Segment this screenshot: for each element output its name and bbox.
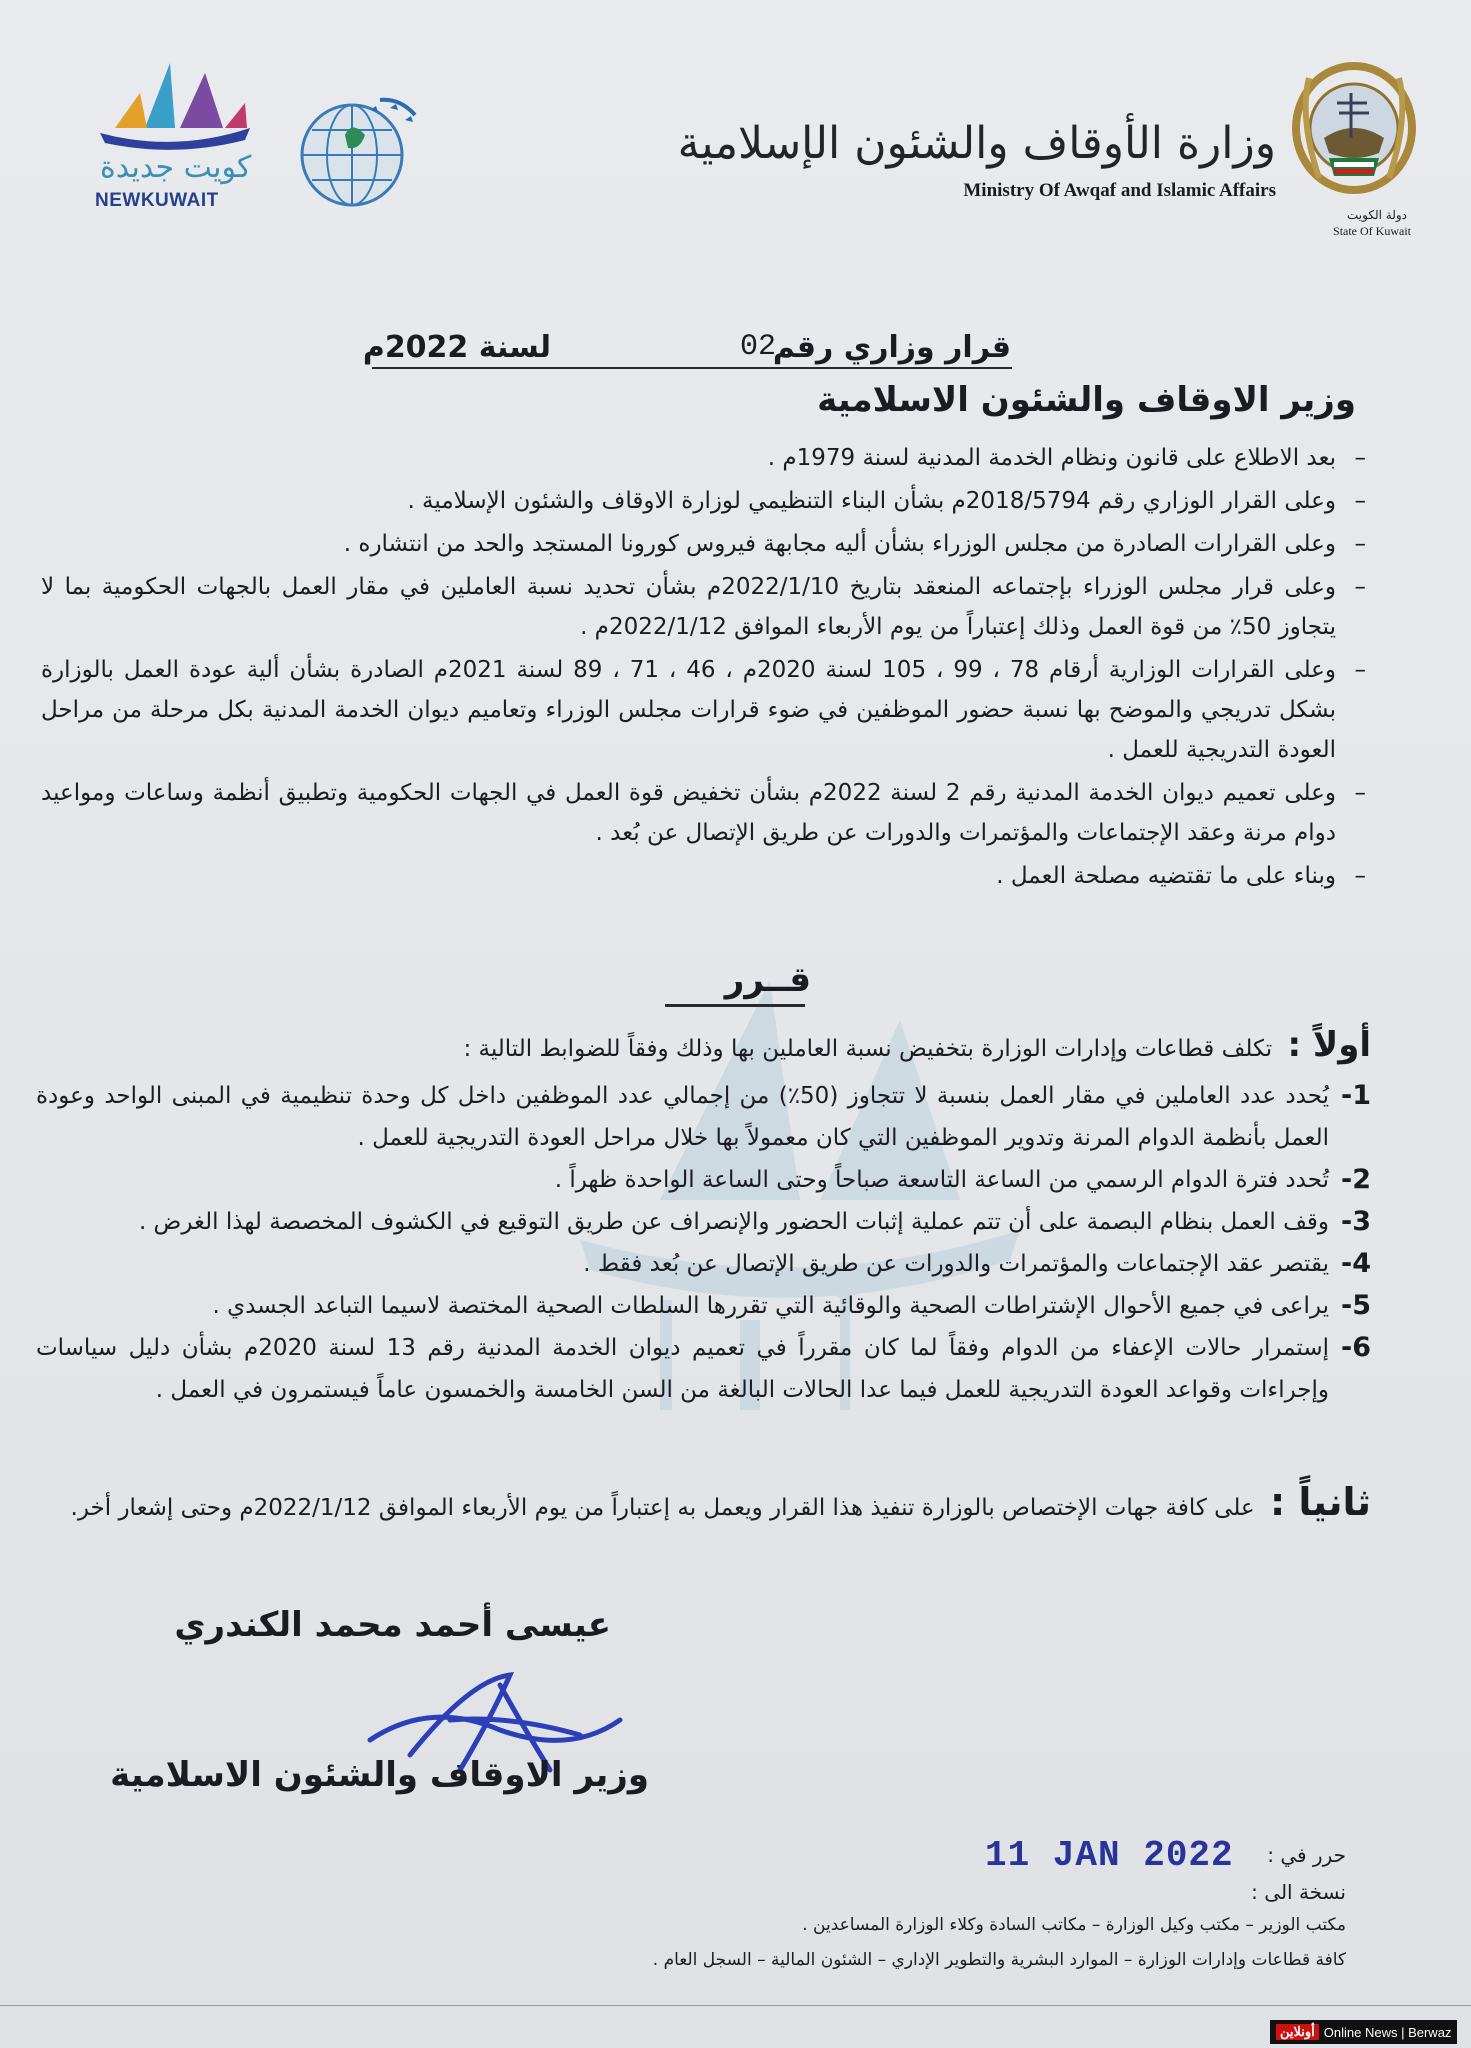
item-number: 3- <box>1340 1206 1371 1237</box>
new-kuwait-text-ar: كويت جديدة <box>100 150 252 185</box>
article-second-label: ثانياً : <box>1269 1480 1371 1524</box>
item-number: 6- <box>1340 1332 1371 1363</box>
state-label-en: State Of Kuwait <box>1333 224 1411 238</box>
preamble-item: – وعلى القرارات الصادرة من مجلس الوزراء بشأن أليه مجابهة فيروس كورونا المستجد والحد من انتشاره . <box>41 524 1366 564</box>
ministry-name-ar: وزارة الأوقاف والشئون الإسلامية <box>677 118 1276 169</box>
preamble-item: – وعلى القرارات الوزارية أرقام 78 ، 99 ، 105 لسنة 2020م ، 46 ، 71 ، 89 لسنة 2021م الصادرة بشأن ألية عودة العمل بالوزارة بشكل تدريجي والموضح بها نسبة حضور الموظفين في ضوء قرارات مجلس الوزراء وتعاميم ديوان الخدمة المدنية بكل مرحلة من مراحل العودة التدريجية للعمل . <box>41 650 1366 770</box>
decree-underline <box>372 367 1012 369</box>
item-text: وقف العمل بنظام البصمة على أن تتم عملية إثبات الحضور والإنصراف عن طريق التوقيع في الكشوف المخصصة لهذا الغرض . <box>138 1209 1329 1235</box>
article-first-label: أولاً : <box>1287 1025 1371 1065</box>
decree-number: 02 <box>739 330 776 364</box>
item-text: يقتصر عقد الإجتماعات والمؤتمرات والدورات عن طريق الإتصال عن بُعد فقط . <box>583 1251 1329 1277</box>
news-badge-ar: أونلاين <box>1276 2024 1319 2040</box>
preamble-item: – وعلى تعميم ديوان الخدمة المدنية رقم 2 لسنة 2022م بشأن تخفيض قوة العمل في الجهات الحكومية وتطبيق أنظمة وساعات ومواعيد دوام مرنة وعقد الإجتماعات والمؤتمرات والدورات عن طريق الإتصال عن بُعد . <box>41 773 1366 853</box>
article-second-text: على كافة جهات الإختصاص بالوزارة تنفيذ هذا القرار ويعمل به إعتباراً من يوم الأربعاء الموافق 2022/1/12م وحتى إشعار أخر. <box>70 1495 1255 1521</box>
preamble-item: – وبناء على ما تقتضيه مصلحة العمل . <box>41 856 1366 896</box>
article-first-items <box>36 1075 1371 1411</box>
list-item <box>36 1327 1371 1411</box>
list-item <box>36 1243 1371 1285</box>
footer-divider <box>0 2005 1471 2006</box>
list-item <box>36 1159 1371 1201</box>
item-number: 2- <box>1340 1164 1371 1195</box>
article-first <box>463 1025 1371 1065</box>
item-text: يُحدد عدد العاملين في مقار العمل بنسبة لا تتجاوز (50٪) من إجمالي عدد الموظفين داخل كل وحدة تنظيمية في المبنى الواحد وعودة العمل بأنظمة الدوام المرنة وتدوير الموظفين التي كان معمولاً بها خلال مراحل العودة التدريجية للعمل . <box>36 1083 1329 1151</box>
news-badge-en: Online News | Berwaz <box>1323 2024 1452 2040</box>
new-kuwait-text-en: NEWKUWAIT <box>95 190 219 211</box>
item-number: 5- <box>1340 1290 1371 1321</box>
decree-year: لسنة 2022م <box>362 330 551 365</box>
decree-title: قرار وزاري رقم <box>772 330 1011 365</box>
globe-logo-icon <box>290 80 425 220</box>
item-text: إستمرار حالات الإعفاء من الدوام وفقاً لما كان مقرراً في تعميم ديوان الخدمة المدنية رقم 13 لسنة 2020م بشأن دليل سياسات وإجراءات وقواعد العودة التدريجية للعمل فيما عدا الحالات البالغة من السن الخامسة والخمسون عاماً فيستمرون في العمل . <box>36 1335 1329 1403</box>
news-source-badge <box>1270 2020 1457 2044</box>
written-date-stamp: 11 JAN 2022 <box>985 1835 1234 1876</box>
article-second <box>46 1480 1371 1530</box>
preamble-item: – وعلى قرار مجلس الوزراء بإجتماعه المنعقد بتاريخ 2022/1/10م بشأن تحديد نسبة العاملين في مقار العمل بالجهات الحكومية بما لا يتجاوز 50٪ من قوة العمل وذلك إعتباراً من يوم الأربعاء الموافق 2022/1/12م . <box>41 567 1366 647</box>
state-label-ar: دولة الكويت <box>1347 208 1407 222</box>
item-number: 4- <box>1340 1248 1371 1279</box>
item-text: يراعى في جميع الأحوال الإشتراطات الصحية والوقائية التي تقررها السلطات الصحية المختصة لاسيما التباعد الجسدي . <box>212 1293 1329 1319</box>
article-first-text: تكلف قطاعات وإدارات الوزارة بتخفيض نسبة العاملين بها وذلك وفقاً للضوابط التالية : <box>463 1036 1273 1062</box>
ministry-name-en: Ministry Of Awqaf and Islamic Affairs <box>963 180 1276 201</box>
item-number: 1- <box>1340 1080 1371 1111</box>
written-at-label: حرر في : <box>1267 1843 1346 1867</box>
kuwait-emblem-icon <box>1289 58 1419 210</box>
signatory-title: وزير الاوقاف والشئون الاسلامية <box>110 1755 649 1795</box>
signatory-name: عيسى أحمد محمد الكندري <box>174 1605 611 1645</box>
copy-to-line: كافة قطاعات وإدارات الوزارة – الموارد البشرية والتطوير الإداري – الشئون المالية – السجل العام . <box>652 1950 1346 1970</box>
minister-title: وزير الاوقاف والشئون الاسلامية <box>817 380 1356 420</box>
list-item <box>36 1285 1371 1327</box>
list-item <box>36 1075 1371 1159</box>
item-text: تُحدد فترة الدوام الرسمي من الساعة التاسعة صباحاً وحتى الساعة الواحدة ظهراً . <box>554 1167 1329 1193</box>
preamble-list <box>41 438 1366 899</box>
copy-to-label: نسخة الى : <box>1251 1880 1346 1904</box>
list-item <box>36 1201 1371 1243</box>
decided-underline <box>665 1004 805 1007</box>
preamble-item: – بعد الاطلاع على قانون ونظام الخدمة المدنية لسنة 1979م . <box>41 438 1366 478</box>
preamble-item: – وعلى القرار الوزاري رقم 2018/5794م بشأن البناء التنظيمي لوزارة الاوقاف والشئون الإسلامية . <box>41 481 1366 521</box>
new-kuwait-logo-icon <box>95 58 255 153</box>
decided-heading: قــرر <box>724 960 811 1000</box>
copy-to-line: مكتب الوزير – مكتب وكيل الوزارة – مكاتب السادة وكلاء الوزارة المساعدين . <box>802 1915 1346 1935</box>
